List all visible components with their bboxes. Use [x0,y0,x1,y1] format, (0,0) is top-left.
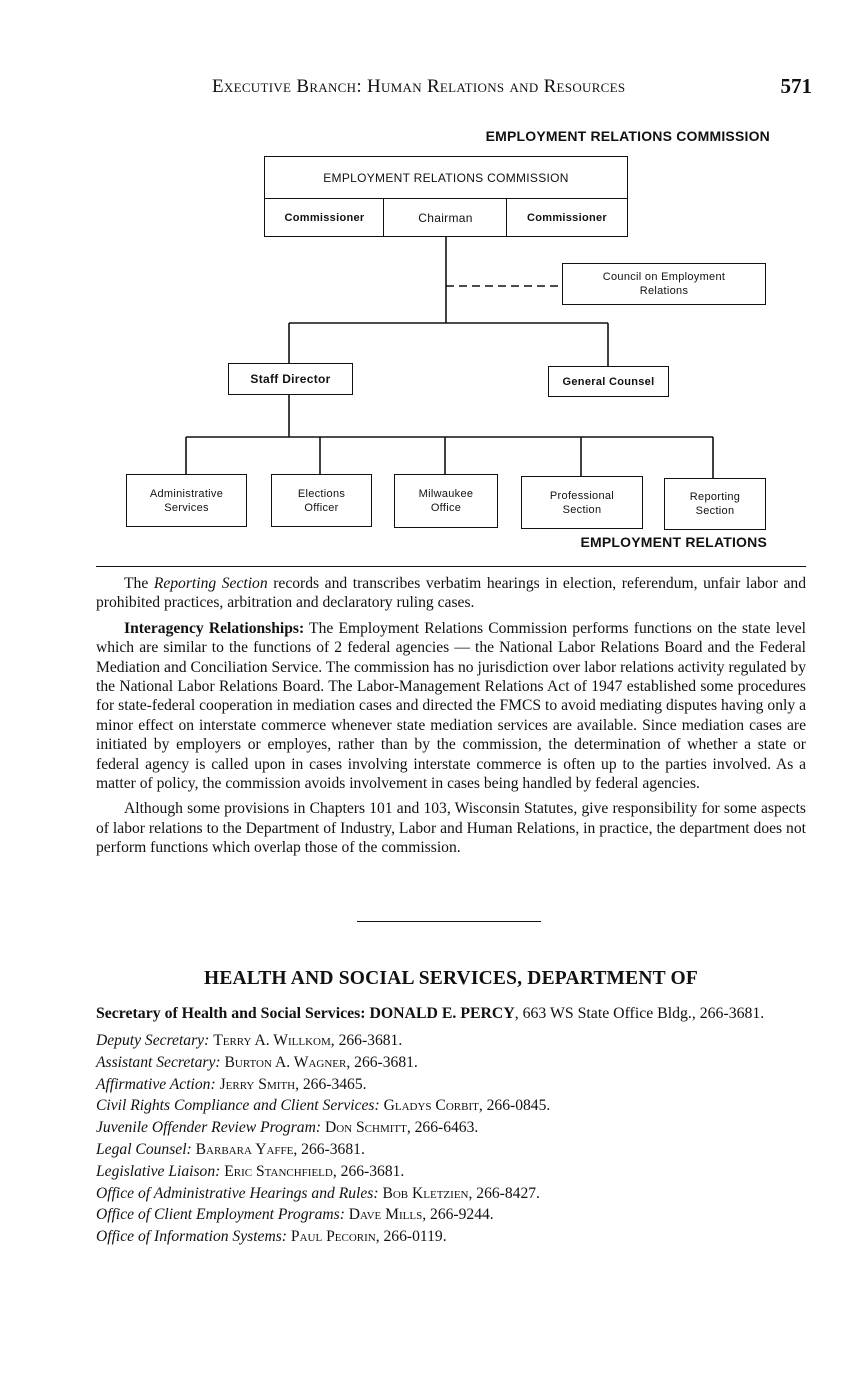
staff-name: Burton A. Wagner [224,1053,347,1071]
secretary-title: Secretary of Health and Social Services: [96,1005,366,1022]
unit-label: Elections Officer [297,487,346,514]
org-chart-title: EMPLOYMENT RELATIONS COMMISSION [485,128,770,144]
council-label: Council on Employment Relations [602,271,726,297]
unit-label: Professional Section [549,489,615,516]
department-heading: HEALTH AND SOCIAL SERVICES, DEPARTMENT OF [203,968,699,989]
staff-phone: , 266-6463. [406,1119,479,1137]
staff-name: Gladys Corbit [383,1097,479,1115]
staff-phone: , 266-0119. [375,1228,447,1246]
staff-title: Legal Counsel: [96,1140,192,1158]
commission-box [264,156,628,200]
commissioner-right-label: Commissioner [526,211,607,224]
staff-name: Barbara Yaffe [195,1140,294,1158]
general-counsel-label: General Counsel [562,375,655,388]
staff-entry [96,1204,806,1226]
org-chart-caption: EMPLOYMENT RELATIONS [580,534,767,550]
unit-box-administrative-services [126,474,247,527]
unit-box-milwaukee-office [394,474,498,528]
council-box [562,263,766,305]
general-counsel-box [548,366,669,397]
staff-entry [96,1226,806,1248]
page-number: 571 [780,74,812,98]
staff-title: Office of Administrative Hearings and Rules: [96,1184,379,1202]
staff-director-box [228,363,353,395]
staff-director-label: Staff Director [250,372,331,386]
staff-phone: , 266-0845. [478,1097,551,1115]
staff-name: Paul Pecorin [290,1228,376,1246]
staff-entry [96,1052,806,1074]
secretary-address: , 663 WS State Office Bldg., 266-3681. [514,1005,765,1022]
staff-phone: , 266-9244. [422,1206,494,1224]
reporting-section-term: Reporting Section [153,575,268,592]
staff-entry [96,1139,806,1161]
body-text [96,574,806,864]
staff-phone: , 266-8427. [468,1184,540,1202]
paragraph-reporting-section: The Reporting Section records and transcribes verbatim hearings in election, referendum, unfair labor and prohibited practices, arbitration and declaratory ruling cases. [96,575,806,612]
staff-title: Assistant Secretary: [96,1053,221,1071]
running-title: Executive Branch: Human Relations and Resources [212,76,626,97]
staff-title: Juvenile Offender Review Program: [96,1119,322,1137]
unit-box-reporting-section [664,478,766,530]
staff-name: Bob Kletzien [382,1184,469,1202]
commissioner-box-right [506,198,628,237]
staff-title: Office of Client Employment Programs: [96,1206,345,1224]
staff-title: Deputy Secretary: [96,1032,210,1049]
staff-phone: , 266-3681. [330,1032,403,1049]
short-divider [357,921,541,922]
staff-name: Jerry Smith [219,1075,296,1093]
commissioner-left-label: Commissioner [284,211,365,224]
staff-name: Don Schmitt [324,1119,407,1137]
chairman-label: Chairman [418,210,473,225]
staff-entry [96,1183,806,1205]
unit-box-elections-officer [271,474,372,527]
staff-entry [96,1117,806,1139]
paragraph-provisions: Although some provisions in Chapters 101 and 103, Wisconsin Statutes, give responsibility for some aspects of labor relations to the Department of Industry, Labor and Human Relations, in practice, the department does not perform functions which overlap those of the commission. [96,800,806,857]
chairman-box [383,198,508,237]
staff-title: Civil Rights Compliance and Client Services: [96,1097,380,1115]
secretary-entry [96,1004,806,1024]
unit-label: Administrative Services [149,487,224,514]
staff-title: Office of Information Systems: [96,1228,287,1246]
staff-title: Affirmative Action: [96,1075,216,1093]
commissioner-box-left [264,198,385,237]
staff-phone: , 266-3681. [293,1140,365,1158]
staff-phone: , 266-3681. [332,1162,405,1180]
staff-phone: , 266-3681. [346,1053,418,1071]
unit-box-professional-section [521,476,643,529]
interagency-label: Interagency Relationships: [124,619,305,637]
unit-label: Reporting Section [689,491,741,517]
unit-label: Milwaukee Office [418,488,474,514]
paragraph-interagency: Interagency Relationships: The Employment Relations Commission performs functions on the state level which are similar to the functions of 2 federal agencies — the National Labor Relations Board and the Federal Mediation and Conciliation Service. The commission has no jurisdiction over labor relations activity regulated by the National Labor Relations Board. The Labor-Management Relations Act of 1947 established some procedures for state-federal cooperation in mediation cases and directed the FMCS to avoid mediating disputes having only a minor effect on interstate commerce whenever state mediation services are available. Since mediation cases are initiated by employers or employes, rather than by the commission, the determination of whether a state or federal agency is called upon in cases involving interstate commerce is often up to the parties involved. As a matter of policy, the commission avoids involvement in cases being handled by federal agencies. [96,619,806,793]
commission-label: EMPLOYMENT RELATIONS COMMISSION [323,171,569,185]
section-divider [96,566,806,567]
staff-entry [96,1095,806,1117]
staff-entry [96,1161,806,1183]
staff-name: Eric Stanchfield [224,1162,333,1180]
staff-title: Legislative Liaison: [96,1162,221,1180]
department-directory [96,1004,806,1248]
staff-name: Dave Mills [348,1206,423,1224]
staff-entry [96,1030,806,1052]
secretary-name: DONALD E. PERCY [369,1005,515,1022]
staff-name: Terry A. Willkom [213,1032,331,1049]
staff-entry [96,1074,806,1096]
staff-phone: , 266-3465. [295,1075,367,1093]
